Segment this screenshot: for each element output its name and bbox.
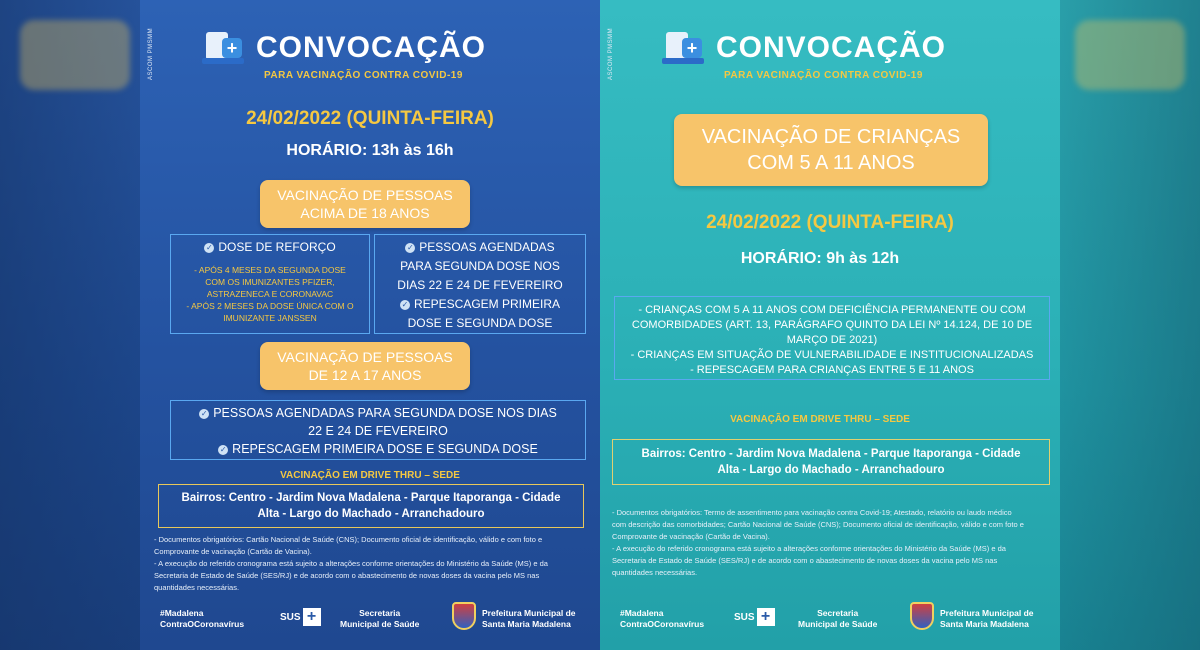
secretaria-label: Secretaria Municipal de Saúde (798, 608, 878, 629)
blurred-pill-left (20, 20, 130, 90)
check-icon: ✓ (401, 299, 409, 309)
neighborhoods-box (158, 484, 584, 528)
booster-heading: ✓ DOSE DE REFORÇO (205, 240, 336, 254)
page-subtitle: PARA VACINAÇÃO CONTRA COVID-19 (264, 70, 463, 81)
check-icon: ✓ (406, 242, 414, 252)
page-title: CONVOCAÇÃO (716, 31, 947, 64)
prefeitura-label: Prefeitura Municipal de Santa Maria Madalena (482, 608, 576, 629)
drive-thru-label: VACINAÇÃO EM DRIVE THRU – SEDE (730, 414, 910, 425)
ascom-credit: ASCOM PMSMM (608, 27, 614, 80)
hour-label: HORÁRIO: 13h às 16h (286, 142, 454, 159)
teens-second-dose-item: ✓ PESSOAS AGENDADAS PARA SEGUNDA DOSE NOS DIAS 22 E 24 DE FEVEREIRO (200, 406, 557, 438)
hour-label: HORÁRIO: 9h às 12h (740, 250, 900, 267)
footnotes: - Documentos obrigatórios: Cartão Nacional de Saúde (CNS); Documento oficial de identificação, válido e com foto e Comprovante de vacinação (Cartão de Vacina). - A execução do referido cronograma está sujeito a alterações conforme orientações do Ministério da Saúde (MS) e da Secretaria de Estado de Saúde (SES/RJ) e de acordo com o abastecimento de novas doses da vacina pelo MS nas quantidades necessárias. (154, 535, 548, 592)
municipal-crest-icon (910, 602, 934, 630)
prefeitura-label: Prefeitura Municipal de Santa Maria Madalena (940, 608, 1034, 629)
booster-box (170, 234, 370, 334)
poster-children (600, 0, 1060, 650)
second-dose-item: ✓ PESSOAS AGENDADAS PARA SEGUNDA DOSE NOS DIAS 22 E 24 DE FEVEREIRO (397, 240, 563, 292)
blurred-edge-left (0, 0, 140, 650)
pill-line: VACINAÇÃO DE PESSOAS (277, 187, 453, 203)
date-label: 24/02/2022 (QUINTA-FEIRA) (246, 108, 494, 129)
pill-line: VACINAÇÃO DE CRIANÇAS (701, 126, 961, 148)
page-subtitle: PARA VACINAÇÃO CONTRA COVID-19 (724, 70, 923, 81)
neighborhoods-line: Bairros: Centro - Jardim Nova Madalena - Parque Itaporanga - Cidade (181, 492, 561, 504)
blurred-pill-right (1075, 20, 1185, 90)
vaccine-vial-icon: + (202, 28, 244, 68)
neighborhoods-line: Bairros: Centro - Jardim Nova Madalena - Parque Itaporanga - Cidade (641, 448, 1021, 460)
header-logo-row (202, 28, 486, 68)
neighborhoods-line: Alta - Largo do Machado - Arranchadouro (257, 508, 485, 520)
criteria-list: - CRIANÇAS COM 5 A 11 ANOS COM DEFICIÊNCIA PERMANENTE OU COM COMORBIDADES (ART. 13, PARÁGRAFO QUINTO DA LEI Nº 14.124, DE 10 DE MARÇO DE 2021) - CRIANÇAS EM SITUAÇÃO DE VULNERABILIDADE E INSTITUCIONALIZADAS - REPESCAGEM PARA CRIANÇAS ENTRE 5 E 11 ANOS (630, 304, 1034, 376)
hashtag: #Madalena ContraOCoronavírus (160, 608, 245, 629)
page-title: CONVOCAÇÃO (256, 31, 487, 64)
check-icon: ✓ (200, 408, 208, 418)
pill-line: ACIMA DE 18 ANOS (300, 205, 430, 221)
check-icon: ✓ (205, 242, 213, 252)
drive-thru-label: VACINAÇÃO EM DRIVE THRU – SEDE (280, 470, 460, 481)
teens-repescagem-item: ✓ REPESCAGEM PRIMEIRA DOSE E SEGUNDA DOSE (219, 442, 538, 456)
pill-line: DE 12 A 17 ANOS (308, 367, 422, 383)
sus-logo: SUS + (734, 608, 775, 626)
children-criteria-box (614, 296, 1050, 380)
poster-adults (140, 0, 600, 650)
neighborhoods-line: Alta - Largo do Machado - Arranchadouro (717, 464, 945, 476)
footnotes: - Documentos obrigatórios: Termo de assentimento para vacinação contra Covid-19; Atestado, relatório ou laudo médico com descrição das comorbidades; Cartão Nacional de Saúde (CNS); Documento oficial de identificação, válido e com foto e Comprovante de vacinação (Cartão de Vacina). - A execução do referido cronograma está sujeito a alterações conforme orientações do Ministério da Saúde (MS) e da Secretaria de Estado de Saúde (SES/RJ) e de acordo com o abastecimento de novas doses da vacina pelo MS nas quantidades necessárias. (612, 508, 1024, 577)
sus-cross-icon: + (757, 608, 775, 626)
hashtag: #Madalena ContraOCoronavírus (620, 608, 705, 629)
neighborhoods-box (612, 439, 1050, 485)
repescagem-item: ✓ REPESCAGEM PRIMEIRA DOSE E SEGUNDA DOSE (401, 297, 561, 330)
sus-logo: SUS + (280, 608, 321, 626)
header-logo-row (662, 28, 946, 68)
secretaria-label: Secretaria Municipal de Saúde (340, 608, 420, 629)
booster-detail: - APÓS 4 MESES DA SEGUNDA DOSE COM OS IMUNIZANTES PFIZER, ASTRAZENECA E CORONAVAC - APÓS 2 MESES DA DOSE ÚNICA COM O IMUNIZANTE JANSSEN (186, 265, 354, 323)
pill-line: VACINAÇÃO DE PESSOAS (277, 349, 453, 365)
blurred-edge-right (1060, 0, 1200, 650)
teens-group-pill (260, 342, 470, 390)
second-dose-box (374, 234, 586, 334)
municipal-crest-icon (452, 602, 476, 630)
ascom-credit: ASCOM PMSMM (148, 27, 154, 80)
check-icon: ✓ (219, 444, 227, 454)
adults-group-pill (260, 180, 470, 228)
pill-line: COM 5 A 11 ANOS (747, 152, 915, 174)
children-group-pill (674, 114, 988, 186)
date-label: 24/02/2022 (QUINTA-FEIRA) (706, 212, 954, 233)
vaccine-vial-icon: + (662, 28, 704, 68)
sus-cross-icon: + (303, 608, 321, 626)
teens-box (170, 400, 586, 460)
